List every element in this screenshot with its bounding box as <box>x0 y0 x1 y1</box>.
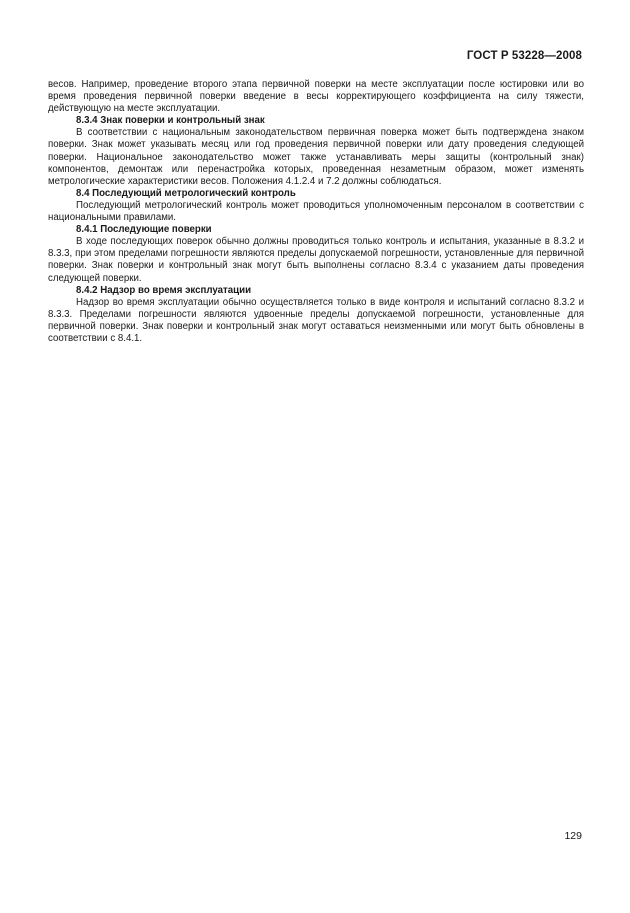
section-heading-8-4-1: 8.4.1 Последующие поверки <box>76 224 212 236</box>
section-heading-8-3-4: 8.3.4 Знак поверки и контрольный знак <box>76 115 265 127</box>
document-header: ГОСТ Р 53228—2008 <box>466 50 582 62</box>
paragraph: Последующий метрологический контроль может проводиться уполномоченным персоналом в соответствии с национальными правилами. <box>48 199 584 224</box>
page-number: 129 <box>564 830 582 842</box>
paragraph: Надзор во время эксплуатации обычно осуществляется только в виде контроля и испытаний согласно 8.3.2 и 8.3.3. Пределами погрешности являются удвоенные пределы допускаемой погрешности, установленные для первичной поверки. Знак поверки и контрольный знак могут оставаться неизменными или могут быть обновлены в соответствии с 8.4.1. <box>48 296 584 344</box>
paragraph-continuation: весов. Например, проведение второго этапа первичной поверки на месте эксплуатации после юстировки или во время проведения первичной поверки введение в весы корректирующего коэффициента на силу тяжести, действующую на месте эксплуатации. <box>48 79 584 115</box>
section-heading-8-4-2: 8.4.2 Надзор во время эксплуатации <box>76 284 252 296</box>
document-body <box>48 79 584 345</box>
section-heading-8-4: 8.4 Последующий метрологический контроль <box>76 187 296 199</box>
paragraph: В ходе последующих поверок обычно должны проводиться только контроль и испытания, указанные в 8.3.2 и 8.3.3, при этом пределами погрешности являются пределы допускаемой погрешности, установленные для первичной поверки. Знак поверки и контрольный знак могут быть выполнены согласно 8.3.4 с указанием даты проведения следующей поверки. <box>48 236 584 284</box>
paragraph: В соответствии с национальным законодательством первичная поверка может быть подтверждена знаком поверки. Знак может указывать месяц или год проведения первичной поверки или дату проведения следующей поверки. Национальное законодательство может также устанавливать меры защиты (контрольный знак) компонентов, демонтаж или перенастройка которых, проведенная незаметным образом, может изменять метрологические характеристики весов. Положения 4.1.2.4 и 7.2 должны соблюдаться. <box>48 127 584 187</box>
